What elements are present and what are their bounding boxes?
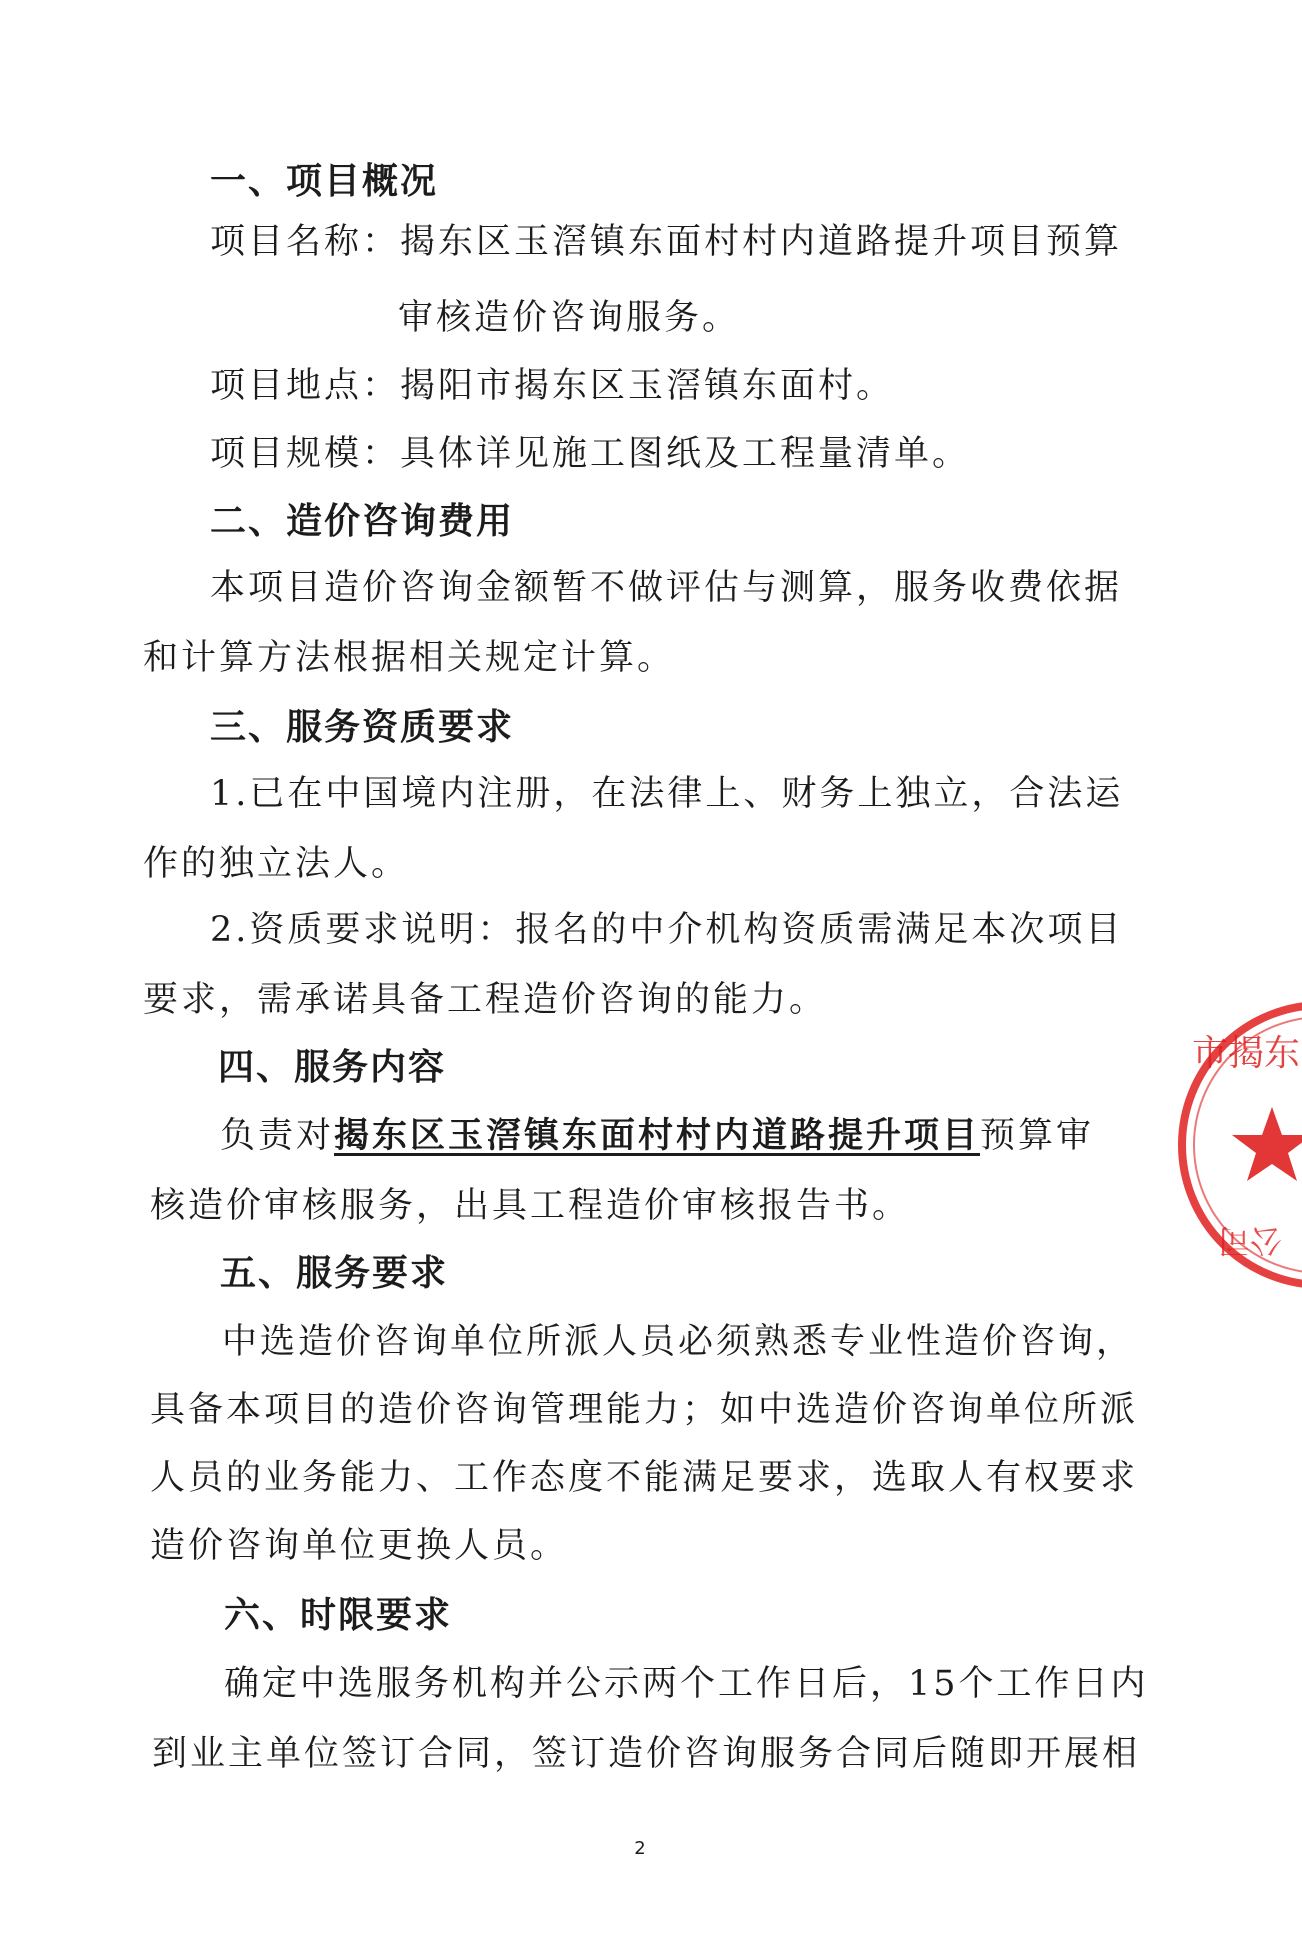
- seal-text-top: 市揭东: [1192, 1033, 1301, 1074]
- project-name-continued: 审核造价咨询服务。: [398, 298, 741, 338]
- project-name-label: 项目名称：: [210, 222, 401, 262]
- service-requirements-line-1: 中选造价咨询单位所派人员必须熟悉专业性造价咨询，: [222, 1322, 1135, 1362]
- qualification-item-1-line-2: 作的独立法人。: [143, 844, 410, 884]
- project-location-value: 揭阳市揭东区玉滘镇东面村。: [400, 366, 895, 406]
- service-requirements-line-4: 造价咨询单位更换人员。: [150, 1526, 569, 1566]
- project-location-line: [210, 364, 894, 408]
- seal-text-bottom: 公司: [1217, 1222, 1282, 1260]
- service-content-line-1: [220, 1114, 1094, 1158]
- project-name-value: 揭东区玉滘镇东面村村内道路提升项目预算: [400, 222, 1123, 262]
- section-heading-overview: 一、项目概况: [210, 161, 439, 202]
- service-requirements-line-3: 人员的业务能力、工作态度不能满足要求，选取人有权要求: [150, 1458, 1139, 1498]
- project-name-line: [210, 220, 1122, 264]
- page-number: 2: [634, 1838, 646, 1859]
- project-scale-value: 具体详见施工图纸及工程量清单。: [400, 434, 971, 474]
- project-location-label: 项目地点：: [210, 366, 401, 406]
- service-content-suffix: 预算审: [980, 1116, 1095, 1156]
- service-content-project-name: 揭东区玉滘镇东面村村内道路提升项目: [334, 1115, 981, 1156]
- project-scale-line: [210, 432, 970, 476]
- section-heading-qualification: 三、服务资质要求: [210, 707, 515, 748]
- service-content-prefix: 负责对: [220, 1116, 335, 1156]
- qualification-item-1-line-1: 1.已在中国境内注册，在法律上、财务上独立，合法运: [210, 774, 1124, 814]
- time-limit-line-2: 到业主单位签订合同，签订造价咨询服务合同后随即开展相: [152, 1734, 1141, 1774]
- section-heading-service-requirements: 五、服务要求: [220, 1253, 449, 1294]
- project-scale-label: 项目规模：: [210, 434, 401, 474]
- service-requirements-line-2: 具备本项目的造价咨询管理能力；如中选造价咨询单位所派: [150, 1390, 1139, 1430]
- seal-star-icon: [1232, 1107, 1302, 1181]
- fee-paragraph-line-2: 和计算方法根据相关规定计算。: [143, 638, 676, 678]
- qualification-item-2-line-2: 要求，需承诺具备工程造价咨询的能力。: [143, 980, 828, 1020]
- time-limit-line-1: 确定中选服务机构并公示两个工作日后，15个工作日内: [224, 1664, 1149, 1704]
- fee-paragraph-line-1: 本项目造价咨询金额暂不做评估与测算，服务收费依据: [210, 568, 1123, 608]
- official-seal: [1172, 995, 1302, 1295]
- service-content-line-2: 核造价审核服务，出具工程造价审核报告书。: [150, 1186, 911, 1226]
- section-heading-fee: 二、造价咨询费用: [210, 501, 515, 542]
- qualification-item-2-line-1: 2.资质要求说明：报名的中介机构资质需满足本次项目: [210, 910, 1124, 950]
- section-heading-time-limit: 六、时限要求: [224, 1595, 453, 1636]
- section-heading-service-content: 四、服务内容: [218, 1047, 447, 1088]
